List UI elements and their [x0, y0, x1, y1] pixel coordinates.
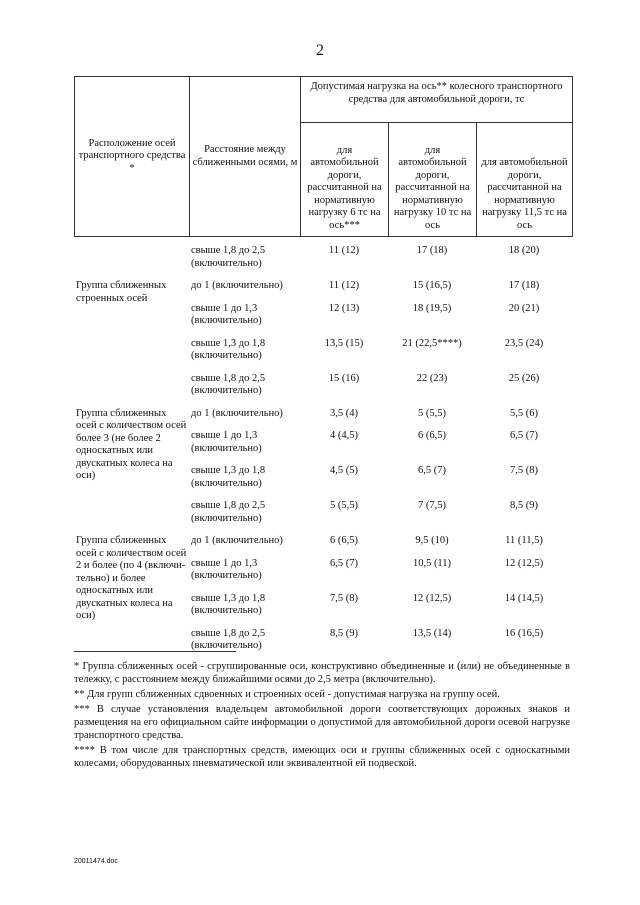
axle-distance-cell: свыше 1,8 до 2,5 (включительно)	[191, 627, 266, 651]
load-10t-cell: 17 (18)	[416, 245, 448, 256]
load-11-5t-cell: 6,5 (7)	[510, 430, 538, 441]
axle-distance-cell: свыше 1,8 до 2,5 (включительно)	[191, 500, 266, 524]
axle-distance-cell: свыше 1,8 до 2,5 (включительно)	[191, 245, 266, 269]
load-6t-cell: 12 (13)	[328, 302, 360, 314]
file-name: 20011474.doc	[74, 858, 118, 865]
header-road-11-5t: для автомобильной дороги, рассчитанной на нормативную нагрузку 11,5 тс на ось	[477, 123, 573, 237]
axle-distance-cell: до 1 (включительно)	[191, 280, 283, 291]
load-11-5t-cell: 12 (12,5)	[504, 557, 544, 569]
load-11-5t-cell: 11 (11,5)	[505, 535, 543, 546]
load-11-5t-cell: 14 (14,5)	[504, 592, 544, 604]
load-10t-cell: 13,5 (14)	[412, 627, 452, 639]
load-6t-cell: 6,5 (7)	[330, 557, 358, 569]
page-number: 2	[316, 42, 324, 59]
load-10t-cell: 18 (19,5)	[412, 302, 452, 314]
load-10t-cell: 10,5 (11)	[412, 557, 452, 569]
load-10t-cell: 7 (7,5)	[418, 500, 446, 511]
load-10t-cell: 5 (5,5)	[418, 407, 446, 419]
load-6t-cell: 4,5 (5)	[330, 465, 358, 476]
header-road-6t: для автомобильной дороги, рассчитанной на нормативную нагрузку 6 тс на ось***	[301, 123, 389, 237]
axle-distance-cell: до 1 (включительно)	[191, 535, 283, 546]
load-11-5t-cell: 20 (21)	[508, 302, 540, 314]
footnote-4: **** В том числе для транспортных средств, имеющих оси и группы сближенных осей с односкатными колесами, оборудованных пневматической или эквивалентной ей подвеской.	[74, 745, 570, 769]
footnote-2: ** Для групп сближенных сдвоенных и строенных осей - допустимая нагрузка на группу осей.	[74, 689, 500, 700]
load-10t-cell: 6,5 (7)	[418, 465, 446, 476]
table-header	[74, 76, 573, 237]
table-body	[74, 245, 572, 663]
load-6t-cell: 3,5 (4)	[330, 407, 358, 419]
load-11-5t-cell: 17 (18)	[508, 280, 540, 291]
header-permissible-load: Допустимая нагрузка на ось** колесного транспортного средства для автомобильной дороги, тс	[301, 77, 573, 123]
load-10t-cell: 12 (12,5)	[412, 592, 452, 604]
load-10t-cell: 22 (23)	[416, 372, 448, 384]
axle-distance-cell: свыше 1 до 1,3 (включительно)	[191, 557, 262, 581]
footnote-3: *** В случае установления владельцем автомобильной дороги соответствующих дорожных знаков и размещения на его официальном сайте информации о допустимой для автомобильной дороги осевой нагрузке транспортного средства.	[74, 704, 570, 741]
axle-load-table	[74, 76, 572, 663]
axle-group-label: Группа сближенных осей с количеством осей 2 и более (по 4 (включи-тельно) и более односкатных или двускатных колеса на оси)	[76, 535, 187, 621]
axle-distance-cell: до 1 (включительно)	[191, 407, 283, 419]
load-10t-cell: 6 (6,5)	[418, 430, 446, 441]
axle-group-cell	[74, 245, 189, 280]
table-row	[74, 245, 572, 280]
load-6t-cell: 5 (5,5)	[330, 500, 358, 511]
load-6t-cell: 8,5 (9)	[330, 627, 358, 639]
load-10t-cell: 9,5 (10)	[415, 535, 449, 546]
load-11-5t-cell: 23,5 (24)	[504, 337, 544, 349]
header-axle-arrangement: Расположение осей транспортного средства *	[75, 77, 190, 237]
header-road-10t: для автомобильной дороги, рассчитанной на нормативную нагрузку 10 тс на ось	[389, 123, 477, 237]
header-axle-distance: Расстояние между сближенными осями, м	[190, 77, 301, 237]
axle-distance-cell: свыше 1,3 до 1,8 (включительно)	[191, 465, 266, 489]
axle-distance-cell: свыше 1,3 до 1,8 (включительно)	[191, 592, 266, 616]
footnotes	[74, 660, 570, 772]
load-6t-cell: 11 (12)	[328, 245, 360, 256]
load-11-5t-cell: 5,5 (6)	[510, 407, 538, 419]
footnote-separator	[74, 651, 236, 652]
axle-distance-cell: свыше 1,3 до 1,8 (включительно)	[191, 337, 266, 361]
load-11-5t-cell: 16 (16,5)	[504, 627, 544, 639]
table-row	[74, 535, 572, 558]
load-6t-cell: 6 (6,5)	[330, 535, 358, 546]
footnote-1: * Группа сближенных осей - сгруппированные оси, конструктивно объединенные и (или) не объединенные в тележку, с расстоянием между ближайшими осями до 2,5 метра (включительно).	[74, 661, 570, 685]
load-11-5t-cell: 8,5 (9)	[510, 500, 538, 511]
table-row	[74, 408, 572, 431]
axle-distance-cell: свыше 1,8 до 2,5 (включительно)	[191, 372, 266, 396]
load-11-5t-cell: 7,5 (8)	[510, 465, 538, 476]
load-6t-cell: 4 (4,5)	[330, 430, 358, 441]
load-11-5t-cell: 25 (26)	[508, 372, 540, 384]
load-10t-cell: 21 (22,5****)	[402, 337, 462, 349]
load-6t-cell: 13,5 (15)	[324, 337, 364, 349]
load-11-5t-cell: 18 (20)	[508, 245, 540, 256]
load-6t-cell: 11 (12)	[328, 280, 360, 291]
axle-group-label: Группа сближенных осей с количеством осей более 3 (не более 2 односкатных или двускатных колеса на оси)	[76, 407, 187, 481]
axle-distance-cell: свыше 1 до 1,3 (включительно)	[191, 302, 262, 326]
axle-group-label: Группа сближенных строенных осей	[76, 280, 167, 304]
load-10t-cell: 15 (16,5)	[412, 280, 452, 291]
table-row	[74, 280, 572, 303]
load-6t-cell: 7,5 (8)	[330, 592, 358, 604]
load-6t-cell: 15 (16)	[328, 372, 360, 384]
axle-distance-cell: свыше 1 до 1,3 (включительно)	[191, 430, 262, 454]
